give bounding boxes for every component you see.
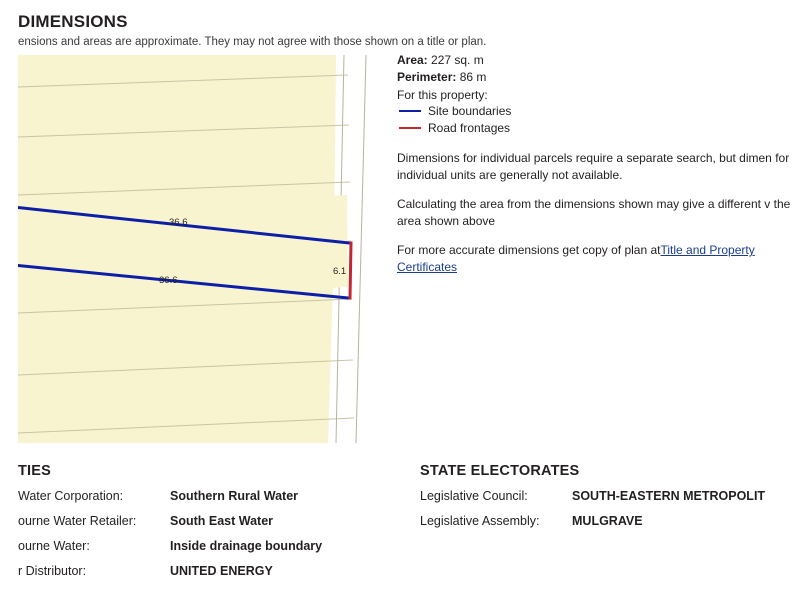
utilities-row [18,564,408,589]
utilities-value: South East Water [170,514,274,528]
dimensions-paragraph-1: Dimensions for individual parcels require a separate search, but dimen for individual units are generally not available. [397,151,790,182]
state-electorates-list [420,489,800,539]
area-value: 227 sq. m [431,53,484,67]
electorate-value: MULGRAVE [572,514,643,528]
electorate-value: SOUTH-EASTERN METROPOLIT [572,489,766,503]
utilities-row [18,539,408,564]
site-boundary-line-icon [399,110,421,112]
map-dimension-label-3: 6.1 [333,266,347,277]
utilities-list [18,489,408,589]
dimensions-heading: DIMENSIONS [18,12,128,31]
utilities-key: r Distributor: [18,564,87,578]
electorate-row [420,514,800,539]
dimensions-note: ensions and areas are approximate. They may not agree with those shown on a title or plan. [18,36,487,48]
dimensions-paragraph-3 [397,242,797,275]
plan-copy-text: For more accurate dimensions get copy of plan at [397,243,661,257]
dimensions-map[interactable] [18,55,384,443]
utilities-value: Inside drainage boundary [170,539,323,553]
utilities-key: Water Corporation: [18,489,124,503]
legend-item-road-frontages [397,119,797,136]
utilities-row [18,489,408,514]
utilities-section-title: TIES [18,463,52,479]
legend-label-site-boundaries: Site boundaries [428,103,512,118]
map-dimension-label-1: 36.6 [169,217,188,228]
title-and-property-certificates-link[interactable]: Title and Property Certificates [397,243,755,274]
electorate-key: Legislative Assembly: [420,514,540,528]
dimensions-info-panel [397,52,797,275]
for-this-property-label: For this property: [397,88,488,102]
legend-label-road-frontages: Road frontages [428,120,511,135]
utilities-key: ourne Water: [18,539,90,553]
area-row [397,52,797,69]
dimensions-paragraph-2: Calculating the area from the dimensions shown may give a different v the area shown above [397,197,791,228]
state-electorates-section-title: STATE ELECTORATES [420,463,580,479]
utilities-key: ourne Water Retailer: [18,514,137,528]
utilities-value: UNITED ENERGY [170,564,273,578]
road-frontage-line-icon [399,127,421,129]
map-dimension-label-2: 36.6 [159,275,178,286]
electorate-key: Legislative Council: [420,489,528,503]
electorate-row [420,489,800,514]
perimeter-value: 86 m [459,70,487,84]
perimeter-label: Perimeter: [397,70,457,84]
legend-item-site-boundaries [397,102,797,119]
area-label: Area: [397,53,428,67]
utilities-value: Southern Rural Water [170,489,299,503]
utilities-row [18,514,408,539]
perimeter-row [397,69,797,86]
